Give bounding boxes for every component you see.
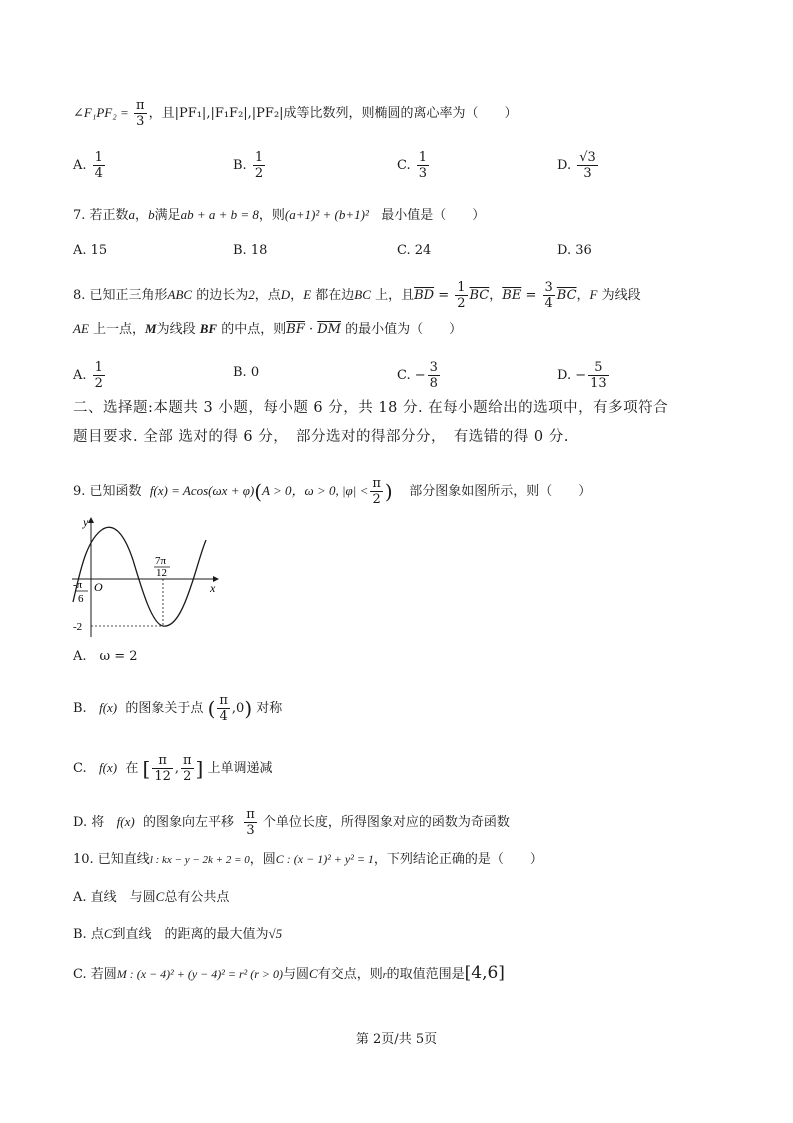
q8-stem-line1: 8. 已知正三角形ABC 的边长为2，点D，E 都在边BC 上，且$\overline{BD}$ = $\frac{1}{2}$ $\overline{BC}$，$\overline{BE}$ = $\frac{3}{4}$ $\overline{BC}$，F 为线段 [73, 280, 641, 311]
cosine-curve [73, 527, 206, 626]
q8-option-c[interactable]: C. − $\frac{3}{8}$ [397, 360, 438, 391]
q9-graph [70, 512, 230, 642]
q7-option-d[interactable]: D. 36 [557, 243, 592, 258]
q9-option-a[interactable]: A. ω = 2 [73, 649, 138, 664]
q6-option-c[interactable]: C. $\frac{1}{3}$ [397, 150, 428, 181]
q9-option-d[interactable]: D. 将 f(x) 的图象向左平移 $\frac{\pi}{3}$ 个单位长度，所得图象对应的函数为奇函数 [73, 807, 510, 838]
q9-stem: 9. 已知函数 f(x) = Acos(ωx + φ)(A > 0，ω > 0, |φ| < $\frac{\pi}{2}$ ) 部分图象如图所示，则（ ） [73, 476, 592, 507]
section-heading-line1: 二、选择题:本题共 3 小题，每小题 6 分，共 18 分. 在每小题给出的选项中，有多项符合 [73, 400, 669, 416]
neg-six-label: 6 [78, 593, 84, 605]
q8-option-b[interactable]: B. 0 [233, 365, 260, 380]
q9-option-b[interactable]: B. f(x) 的图象关于点 ( $\frac{\pi}{4}$ ,0) 对称 [73, 693, 283, 724]
origin-label: O [94, 580, 103, 594]
page-footer: 第 2页/共 5页 [355, 1032, 438, 1047]
q10-option-c[interactable]: C. 若圆M : (x − 4)² + (y − 4)² = r² (r > 0)与圆C有交点，则r的取值范围是[4,6] [73, 963, 505, 983]
q6-text: ，且|PF₁|,|F₁F₂|,|PF₂|成等比数列，则椭圆的离心率为（ ） [148, 106, 518, 121]
q9-option-c[interactable]: C. f(x) 在 [ $\frac{\pi}{12}$ , $\frac{\pi}{2}$ ] 上单调递减 [73, 753, 273, 784]
q8-option-d[interactable]: D. − $\frac{5}{13}$ [557, 360, 607, 391]
x-axis-label: x [210, 581, 216, 595]
neg-pi-label: -π [73, 579, 83, 591]
q7-option-a[interactable]: A. 15 [73, 243, 108, 258]
q10-stem: 10. 已知直线l : kx − y − 2k + 2 = 0，圆C : (x − 1)² + y² = 1，下列结论正确的是（ ） [73, 852, 543, 867]
q6-condition-line [73, 98, 518, 129]
q7-stem: 7. 若正数a，b满足ab + a + b = 8，则(a+1)² + (b+1)² 最小值是（ ） [73, 207, 486, 223]
q6-option-a[interactable]: A. $\frac{1}{4}$ [73, 150, 103, 181]
q7-option-c[interactable]: C. 24 [397, 243, 432, 258]
q10-option-a[interactable]: A. 直线 与圆C总有公共点 [73, 889, 230, 905]
q7-option-b[interactable]: B. 18 [233, 243, 268, 258]
q6-option-b[interactable]: B. $\frac{1}{2}$ [233, 150, 264, 181]
y-axis-label: y [83, 515, 89, 529]
q6-option-d[interactable]: D. $\frac{√3}{3}$ [557, 150, 596, 181]
tick-12-label: 12 [156, 567, 167, 579]
q10-option-b[interactable]: B. 点C到直线 的距离的最大值为√5 [73, 926, 283, 942]
min-label: -2 [73, 621, 83, 633]
section-heading-line2: 题目要求. 全部 选对的得 6 分， 部分选对的得部分分， 有选错的得 0 分. [73, 429, 569, 445]
q8-option-a[interactable]: A. $\frac{1}{2}$ [73, 360, 103, 391]
q6-pi-over-3: $\frac{\pi}{3}$ [136, 98, 145, 129]
q6-angle: ∠F₁PF₂ = [73, 105, 133, 120]
q8-stem-line2: AE 上一点，M为线段 BF 的中点，则$\overline{BF} \cdot \overline{DM}$ 的最小值为（ ） [73, 321, 463, 337]
tick-7pi-label: 7π [155, 555, 167, 567]
